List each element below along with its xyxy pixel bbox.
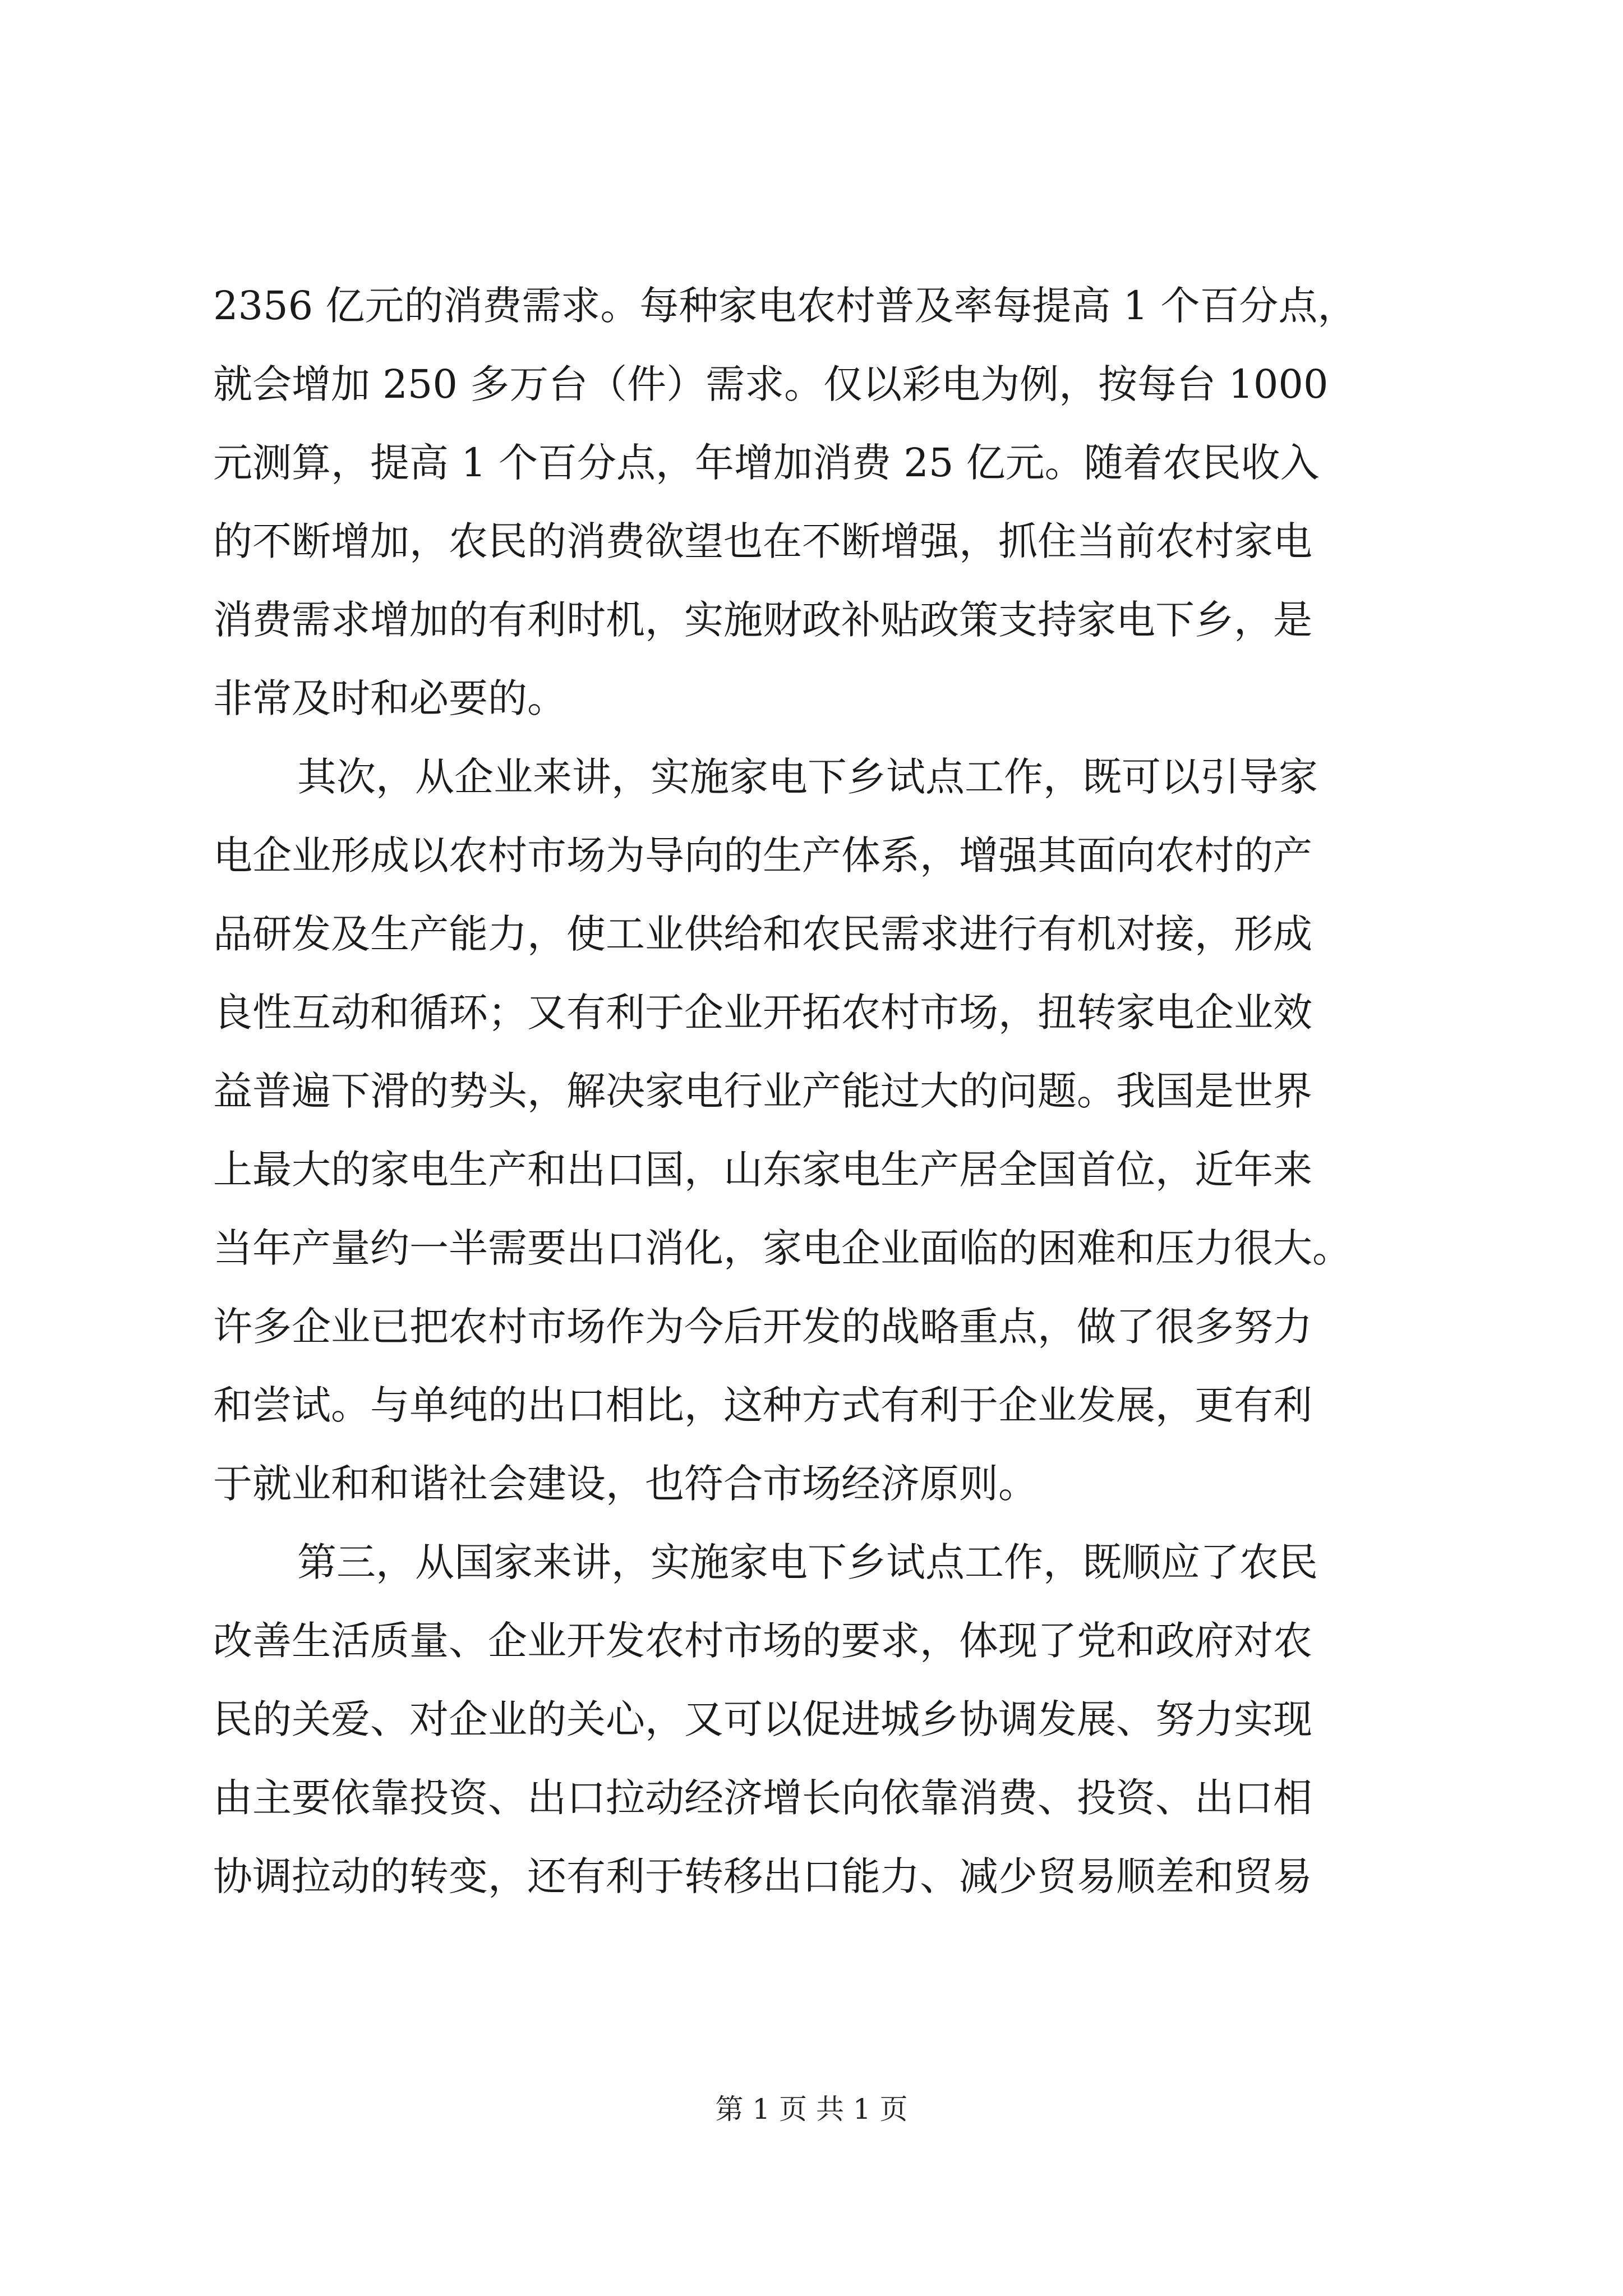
paragraph-line: 元测算，提高 1 个百分点，年增加消费 25 亿元。随着农民收入 <box>213 440 1320 486</box>
page-number-footer: 第 1 页 共 1 页 <box>715 2093 908 2125</box>
paragraph-line: 第三，从国家来讲，实施家电下乡试点工作，既顺应了农民 <box>297 1539 1318 1585</box>
paragraph-line: 的不断增加，农民的消费欲望也在不断增强，抓住当前农村家电 <box>213 518 1312 564</box>
paragraph-line: 民的关爱、对企业的关心，又可以促进城乡协调发展、努力实现 <box>213 1696 1312 1742</box>
paragraph-line: 当年产量约一半需要出口消化，家电企业面临的困难和压力很大。 <box>213 1225 1352 1271</box>
paragraph-line: 就会增加 250 多万台（件）需求。仅以彩电为例，按每台 1000 <box>213 361 1329 407</box>
paragraph-line: 上最大的家电生产和出口国，山东家电生产居全国首位，近年来 <box>213 1147 1312 1193</box>
paragraph-line: 改善生活质量、企业开发农村市场的要求，体现了党和政府对农 <box>213 1618 1312 1664</box>
paragraph-line: 消费需求增加的有利时机，实施财政补贴政策支持家电下乡，是 <box>213 597 1312 643</box>
paragraph-line: 由主要依靠投资、出口拉动经济增长向依靠消费、投资、出口相 <box>213 1775 1312 1821</box>
paragraph-line: 于就业和和谐社会建设，也符合市场经济原则。 <box>213 1461 1038 1507</box>
paragraph-line: 许多企业已把农村市场作为今后开发的战略重点，做了很多努力 <box>213 1304 1312 1350</box>
paragraph-line: 品研发及生产能力，使工业供给和农民需求进行有机对接，形成 <box>213 911 1312 957</box>
paragraph-line: 益普遍下滑的势头，解决家电行业产能过大的问题。我国是世界 <box>213 1068 1312 1114</box>
paragraph-line: 和尝试。与单纯的出口相比，这种方式有利于企业发展，更有利 <box>213 1382 1312 1428</box>
paragraph-line: 良性互动和循环；又有利于企业开拓农村市场，扭转家电企业效 <box>213 990 1312 1036</box>
paragraph-line: 非常及时和必要的。 <box>213 675 566 721</box>
paragraph-line: 其次，从企业来讲，实施家电下乡试点工作，既可以引导家 <box>297 754 1318 800</box>
paragraph-line: 2356 亿元的消费需求。每种家电农村普及率每提高 1 个百分点， <box>213 283 1357 329</box>
paragraph-line: 电企业形成以农村市场为导向的生产体系，增强其面向农村的产 <box>213 832 1312 878</box>
paragraph-line: 协调拉动的转变，还有利于转移出口能力、减少贸易顺差和贸易 <box>213 1853 1312 1899</box>
